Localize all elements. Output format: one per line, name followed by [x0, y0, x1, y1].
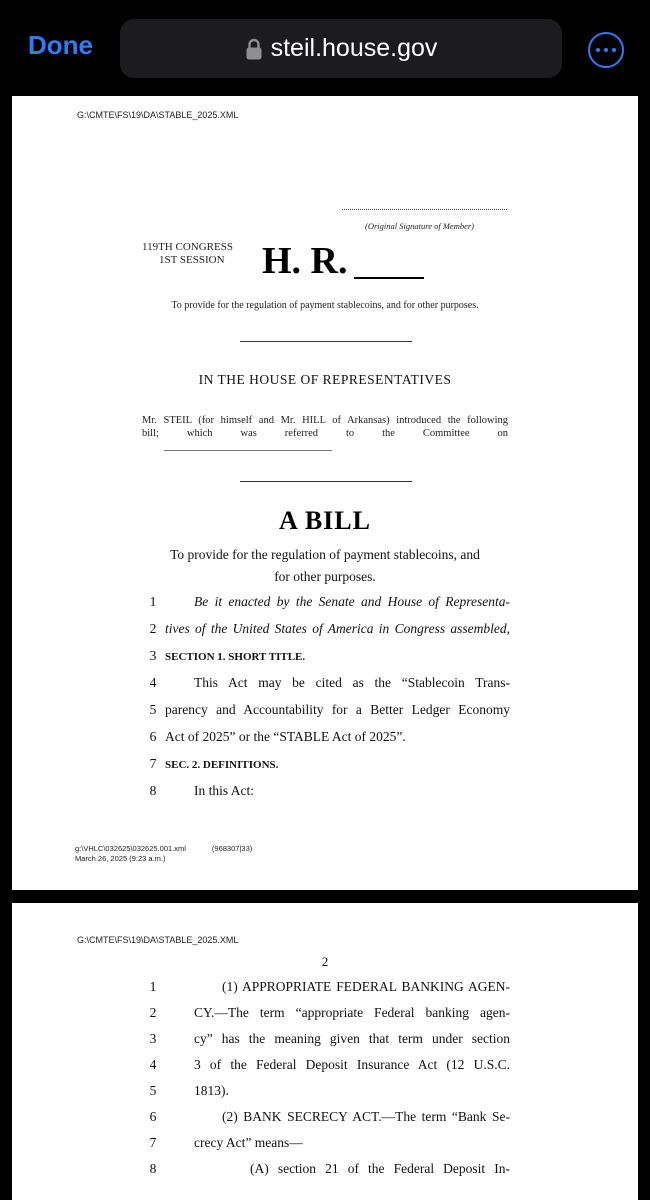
body-line: 3 of the Federal Deposit Insurance Act (12 U.S.C.	[194, 1057, 510, 1072]
body-line: crecy Act” means—	[194, 1135, 303, 1150]
introduction-line: Mr. STEIL (for himself and Mr. HILL of Arkansas) introduced the following	[142, 415, 508, 426]
more-options-icon[interactable]	[588, 32, 624, 68]
line-number: 3	[149, 1031, 157, 1046]
bill-number: H. R.	[262, 240, 348, 282]
file-path-header: G:\CMTE\FS\19\DA\STABLE_2025.XML	[77, 110, 239, 120]
intro-word: on	[497, 428, 508, 439]
body-line: (1) APPROPRIATE FEDERAL BANKING AGEN-	[222, 979, 510, 994]
committee-blank	[164, 450, 332, 451]
line-number: 5	[149, 702, 157, 717]
line-number: 6	[149, 1109, 157, 1124]
intro-word: Committee	[422, 428, 470, 439]
line-number: 5	[149, 1083, 157, 1098]
body-line: Act of 2025” or the “STABLE Act of 2025”.	[165, 729, 406, 744]
footer-code: (968307|33)	[211, 844, 253, 853]
introduction-line-2	[142, 428, 508, 439]
intro-word: to	[345, 428, 355, 439]
bill-number-blank	[354, 277, 424, 279]
file-path-header: G:\CMTE\FS\19\DA\STABLE_2025.XML	[77, 935, 239, 945]
a-bill-heading: A BILL	[279, 506, 371, 535]
page-number: 2	[321, 954, 329, 969]
long-title-line: To provide for the regulation of payment stablecoins, and	[170, 547, 480, 562]
body-line: parency and Accountability for a Better Ledger Economy	[165, 702, 510, 717]
enacting-clause: Be it enacted by the Senate and House of Representa-	[194, 594, 510, 609]
line-number: 7	[149, 1135, 157, 1150]
url-text: steil.house.gov	[270, 34, 438, 62]
line-number: 6	[149, 729, 157, 744]
line-number: 4	[149, 1057, 157, 1072]
lock-icon	[245, 37, 263, 61]
divider-rule	[240, 481, 412, 482]
done-button[interactable]: Done	[28, 30, 93, 60]
intro-word: was	[240, 428, 257, 439]
document-page-1	[12, 96, 638, 890]
page-footer	[75, 844, 252, 864]
body-line: (2) BANK SECRECY ACT.—The term “Bank Se-	[222, 1109, 510, 1124]
line-number: 8	[149, 1161, 157, 1176]
congress-session	[142, 241, 233, 267]
document-page-2	[12, 903, 638, 1200]
intro-word: referred	[284, 428, 319, 439]
section-heading: SEC. 2. DEFINITIONS.	[165, 759, 279, 771]
intro-word: the	[382, 428, 395, 439]
line-number: 1	[149, 979, 157, 994]
signature-line	[342, 209, 507, 210]
line-number: 7	[149, 756, 157, 771]
footer-date: March 26, 2025 (9:23 a.m.)	[75, 854, 166, 863]
intro-word: which	[186, 428, 213, 439]
signature-caption: (Original Signature of Member)	[365, 221, 474, 231]
url-bar[interactable]	[120, 19, 562, 78]
divider-rule	[240, 341, 412, 342]
body-line: CY.—The term “appropriate Federal banking agen-	[194, 1005, 510, 1020]
session-line: 1ST SESSION	[159, 254, 225, 266]
long-title-line: for other purposes.	[274, 569, 376, 584]
line-number: 8	[149, 783, 157, 798]
body-line: In this Act:	[194, 783, 254, 798]
body-line: 1813).	[194, 1083, 229, 1098]
section-heading: SECTION 1. SHORT TITLE.	[165, 651, 306, 663]
congress-line: 119TH CONGRESS	[142, 241, 233, 253]
line-number: 2	[149, 621, 157, 636]
enacting-clause: tives of the United States of America in Congress assembled,	[165, 621, 510, 636]
line-number: 3	[149, 648, 157, 663]
body-line: This Act may be cited as the “Stablecoin Trans-	[194, 675, 510, 690]
body-line: (A) section 21 of the Federal Deposit In-	[250, 1161, 510, 1176]
purpose-statement: To provide for the regulation of payment stablecoins, and for other purposes.	[171, 300, 479, 311]
long-title	[12, 544, 638, 588]
line-number: 2	[149, 1005, 157, 1020]
line-number: 4	[149, 675, 157, 690]
house-heading: IN THE HOUSE OF REPRESENTATIVES	[198, 372, 452, 387]
intro-word: bill;	[142, 428, 159, 439]
footer-file: g:\VHLC\032625\032625.001.xml	[75, 844, 186, 853]
browser-toolbar	[0, 0, 650, 96]
line-number: 1	[149, 594, 157, 609]
body-line: cy” has the meaning given that term under section	[194, 1031, 510, 1046]
